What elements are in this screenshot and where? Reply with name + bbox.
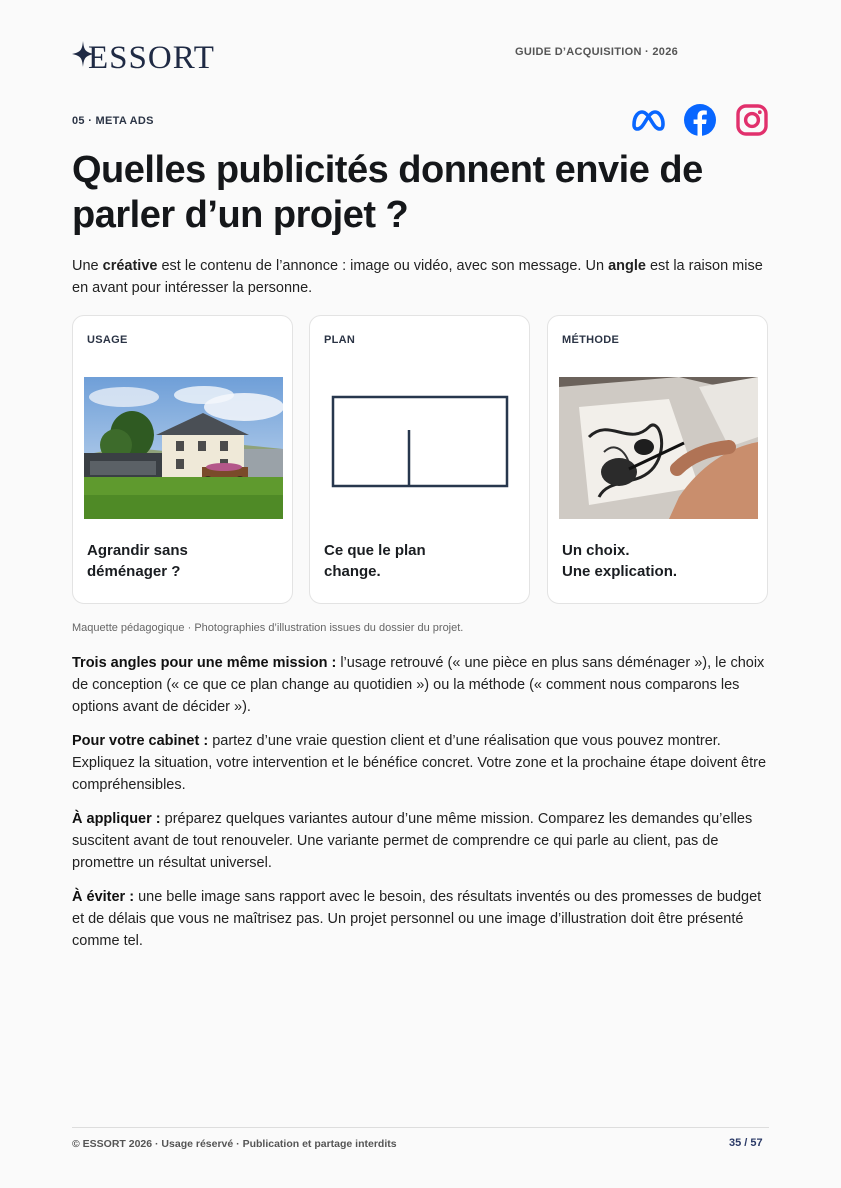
meta-icon xyxy=(631,108,665,132)
card-tag: USAGE xyxy=(87,334,128,346)
paragraph-lead: Pour votre cabinet : xyxy=(72,733,209,749)
instagram-icon xyxy=(736,104,768,136)
card-title-line: Ce que le plan xyxy=(324,542,426,559)
house-photo xyxy=(84,377,283,519)
card-title xyxy=(324,540,514,582)
card-title-line: Un choix. xyxy=(562,542,630,559)
card-methode xyxy=(547,315,768,604)
logo-text: ESSORT xyxy=(88,40,215,76)
intro-part: est le contenu de l’annonce : image ou vidéo, avec son message. Un xyxy=(157,258,609,274)
intro-bold-creative: créative xyxy=(102,258,158,274)
paragraph-lead: Trois angles pour une même mission : xyxy=(72,655,337,671)
guide-label: GUIDE D’ACQUISITION · 2026 xyxy=(515,46,679,58)
paragraph xyxy=(72,886,772,952)
card-title-line: déménager ? xyxy=(87,563,181,580)
intro-part: est la raison mise en avant pour intéresser la personne. xyxy=(72,258,763,296)
essort-logo xyxy=(72,40,215,77)
footer-divider xyxy=(72,1127,769,1128)
title-line-2: parler d’un projet ? xyxy=(72,194,409,236)
paragraph xyxy=(72,730,772,796)
intro-part: Une xyxy=(72,258,103,274)
paragraph xyxy=(72,808,772,874)
angle-cards xyxy=(72,315,769,604)
card-title-line: Une explication. xyxy=(562,563,678,580)
footer-copyright: © ESSORT 2026 · Usage réservé · Publication et partage interdits xyxy=(72,1138,397,1150)
paragraph-text: une belle image sans rapport avec le besoin, des résultats inventés ou des promesses de budget et de délais que vous ne maîtrisez pas. Un projet personnel ou une image d’illustration doit être présenté comme tel. xyxy=(72,889,762,949)
image-caption: Maquette pédagogique · Photographies d’illustration issues du dossier du projet. xyxy=(72,622,464,634)
intro-text xyxy=(72,255,772,299)
card-title-line: Agrandir sans xyxy=(87,542,188,559)
paragraph-lead: À appliquer : xyxy=(72,811,161,827)
paragraph-lead: À éviter : xyxy=(72,889,135,905)
card-tag: PLAN xyxy=(324,334,356,346)
paragraph-text: préparez quelques variantes autour d’une même mission. Comparez les demandes qu’elles suscitent avant de tout renouveler. Une variante permet de comprendre ce qui parle au client, pas de promettre un résultat universel. xyxy=(72,811,753,871)
paragraph-text: partez d’une vraie question client et d’une réalisation que vous pouvez montrer. Expliquez la situation, votre intervention et le bénéfice concret. Votre zone et la prochaine étape doivent être compréhensibles. xyxy=(72,733,767,793)
facebook-icon xyxy=(684,104,716,136)
section-label: 05 · META ADS xyxy=(72,115,154,127)
drawing-photo xyxy=(559,377,758,519)
paragraph xyxy=(72,652,772,718)
card-title-line: change. xyxy=(324,563,381,580)
page-number: 35 / 57 xyxy=(729,1137,763,1149)
title-line-1: Quelles publicités donnent envie de xyxy=(72,149,703,191)
card-title xyxy=(87,540,277,582)
card-title xyxy=(562,540,752,582)
body-text xyxy=(72,652,772,964)
paragraph-text: l’usage retrouvé (« une pièce en plus sans déménager »), le choix de conception (« ce que ce plan change au quotidien ») ou la méthode (« comment nous comparons les options avant de décider »). xyxy=(72,655,765,715)
floor-plan-drawing xyxy=(321,377,520,519)
card-usage xyxy=(72,315,293,604)
card-tag: MÉTHODE xyxy=(562,334,620,346)
page-title xyxy=(72,148,772,238)
card-plan xyxy=(309,315,530,604)
intro-bold-angle: angle xyxy=(608,258,646,274)
